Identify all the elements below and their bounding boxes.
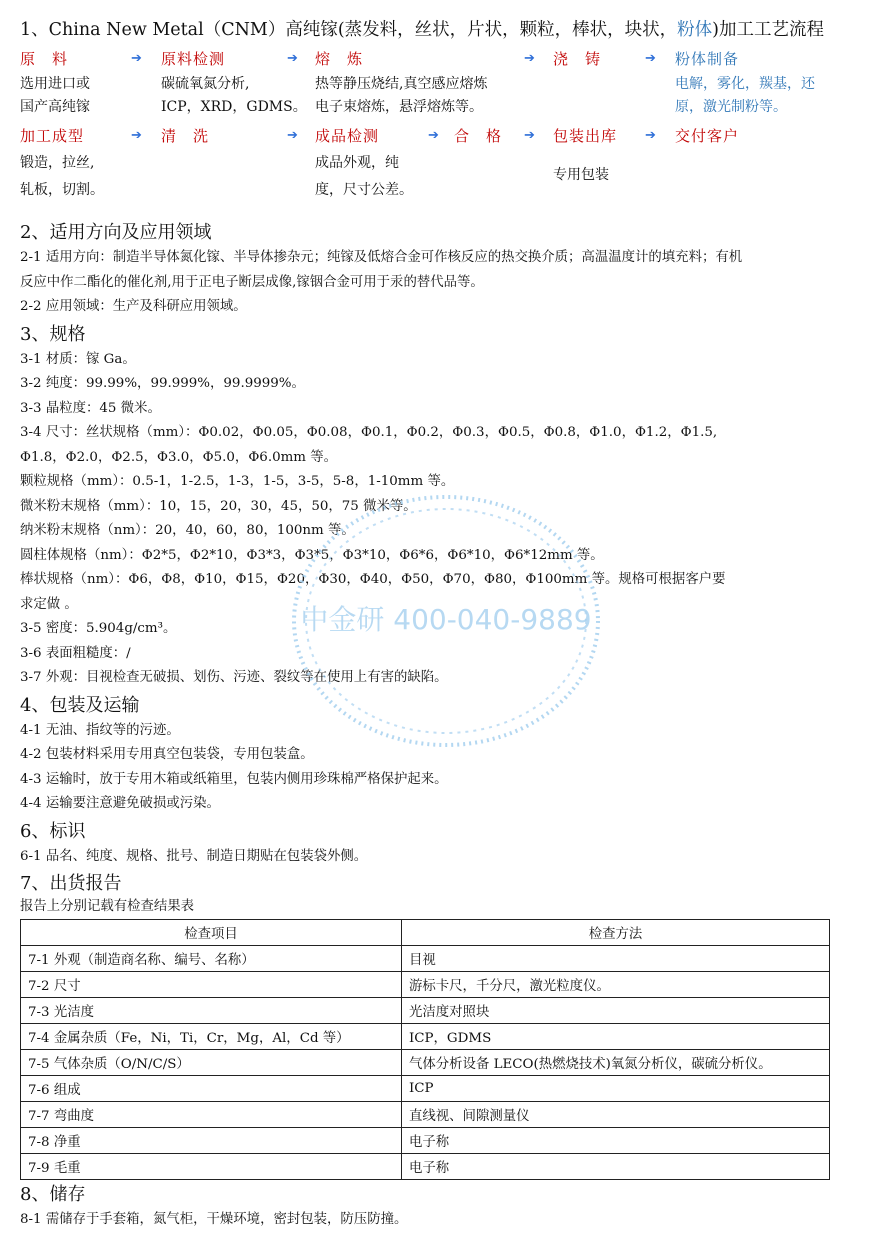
flow-desc-powder-prep: 电解，雾化，羰基，还 原，激光制粉等。 [675,76,815,115]
arrow-icon: ➔ [131,128,142,143]
spec-line: 3-6 表面粗糙度：/ [20,645,131,661]
section-2-paragraph-2: 2-2 应用领域：生产及科研应用领域。 [20,299,247,314]
flow-step-packing-shipping: 包装出库 [553,127,618,145]
flow-desc-raw-inspection: 碳硫氧氮分析, ICP，XRD，GDMS。 [161,76,307,115]
spec-line: 求定做 。 [20,596,78,612]
section-6-heading: 6、标识 [20,820,86,842]
watermark-text: 中金研 400-040-9889 [300,603,592,636]
arrow-icon: ➔ [287,51,298,66]
arrow-icon: ➔ [287,128,298,143]
section-8-heading: 8、储存 [20,1184,86,1205]
flow-step-delivery: 交付客户 [675,127,740,145]
flow-step-forming: 加工成型 [20,127,85,145]
inspection-results-table [20,919,830,1180]
flow-desc-forming: 锻造，拉丝, 轧板，切割。 [20,155,104,198]
flow-step-qualified: 合 格 [454,127,503,145]
packing-line: 4-3 运输时，放于专用木箱或纸箱里，包装内侧用珍珠棉严格保护起来。 [20,771,448,787]
packing-line: 4-4 运输要注意避免破损或污染。 [20,796,220,811]
flow-step-powder-prep: 粉体制备 [675,50,740,68]
table-row: 7-2 尺寸 游标卡尺，千分尺，激光粒度仪。 [21,972,830,998]
spec-line: 纳米粉末规格（nm）：20，40，60，80，100nm 等。 [20,523,355,538]
section-2-paragraph-1a: 2-1 适用方向：制造半导体氮化镓、半导体掺杂元；纯镓及低熔合金可作核反应的热交换介质；高温温度计的填充料；有机 [20,250,743,265]
document-page [20,18,835,1233]
arrow-icon: ➔ [524,128,535,143]
spec-line: 3-4 尺寸：丝状规格（mm）：Φ0.02，Φ0.05，Φ0.08，Φ0.1，Φ0.2，Φ0.3，Φ0.5，Φ0.8，Φ1.0，Φ1.2，Φ1.5, [20,425,718,440]
spec-line: 3-7 外观：目视检查无破损、划伤、污迹、裂纹等在使用上有害的缺陷。 [20,670,448,685]
table-caption: 报告上分别记载有检查结果表 [20,899,195,914]
table-row: 7-6 组成 ICP [21,1076,830,1102]
flow-step-product-inspection: 成品检测 [315,127,380,145]
spec-line: 微米粉末规格（mm）：10，15，20，30，45，50，75 微米等。 [20,498,417,514]
flow-desc-packing-shipping: 专用包装 [553,167,609,183]
table-row: 7-5 气体杂质（O/N/C/S） 气体分析设备 LECO(热燃烧技术)氧氮分析仪，碳硫分析仪。 [21,1050,830,1076]
table-row: 7-9 毛重 电子称 [21,1154,830,1180]
column-header-method: 检查方法 [402,920,830,946]
packing-line: 4-2 包装材料采用专用真空包装袋，专用包装盒。 [20,747,314,762]
arrow-icon: ➔ [645,128,656,143]
packing-line: 4-1 无油、指纹等的污迹。 [20,722,180,738]
table-header-row [21,920,830,946]
process-flow [20,46,835,218]
section-7-heading: 7、出货报告 [20,873,122,894]
flow-step-raw-material: 原 料 [20,50,69,68]
storage-line: 8-1 需储存于手套箱，氮气柜，干燥环境，密封包装，防压防撞。 [20,1212,408,1227]
spec-line: 圆柱体规格（nm）：Φ2*5，Φ2*10，Φ3*3，Φ3*5，Φ3*10，Φ6*6，Φ6*10，Φ6*12mm 等。 [20,547,604,563]
table-row: 7-7 弯曲度 直线视、间隙测量仪 [21,1102,830,1128]
flow-desc-raw-material: 选用进口或 国产高纯镓 [20,76,90,115]
column-header-item: 检查项目 [21,920,402,946]
table-row: 7-3 光洁度 光洁度对照块 [21,998,830,1024]
arrow-icon: ➔ [524,51,535,66]
title-suffix: )加工工艺流程 [712,20,824,40]
table-row: 7-8 净重 电子称 [21,1128,830,1154]
flow-desc-smelting: 热等静压烧结,真空感应熔炼 电子束熔炼，悬浮熔炼等。 [315,76,488,115]
section-4-heading: 4、包装及运输 [20,694,140,716]
spec-line: 3-3 晶粒度：45 微米。 [20,400,161,416]
flow-desc-product-inspection: 成品外观，纯 度，尺寸公差。 [315,155,413,198]
flow-step-cleaning: 清 洗 [161,127,210,145]
spec-line: 3-1 材质：镓 Ga。 [20,351,136,367]
section-2-paragraph-1b: 反应中作二酯化的催化剂,用于正电子断层成像,镓铟合金可用于汞的替代品等。 [20,274,484,290]
arrow-icon: ➔ [645,51,656,66]
flow-step-smelting: 熔 炼 [315,50,364,68]
spec-line: 颗粒规格（mm）：0.5-1，1-2.5，1-3，1-5，3-5，5-8，1-10mm 等。 [20,474,455,489]
section-3-heading: 3、规格 [20,323,86,345]
flow-step-raw-inspection: 原料检测 [161,50,226,68]
process-title [20,18,835,42]
title-highlight: 粉体 [677,20,713,40]
section-2-heading: 2、适用方向及应用领域 [20,222,212,243]
table-row: 7-4 金属杂质（Fe，Ni，Ti，Cr，Mg，Al，Cd 等） ICP，GDMS [21,1024,830,1050]
table-row: 7-1 外观（制造商名称、编号、名称） 目视 [21,946,830,972]
title-prefix: 1、China New Metal（CNM）高纯镓(蒸发料，丝状，片状，颗粒，棒状，块状， [20,20,678,40]
spec-line: 3-5 密度：5.904g/cm³。 [20,621,177,636]
flow-step-casting: 浇 铸 [553,50,602,68]
label-line: 6-1 品名、纯度、规格、批号、制造日期贴在包装袋外侧。 [20,848,368,864]
spec-line: 3-2 纯度：99.99%，99.999%，99.9999%。 [20,376,305,391]
arrow-icon: ➔ [131,51,142,66]
spec-line: Φ1.8，Φ2.0，Φ2.5，Φ3.0，Φ5.0，Φ6.0mm 等。 [20,449,338,465]
arrow-icon: ➔ [428,128,439,143]
spec-line: 棒状规格（nm）：Φ6，Φ8，Φ10，Φ15，Φ20，Φ30，Φ40，Φ50，Φ70，Φ80，Φ100mm 等。规格可根据客户要 [20,572,726,587]
